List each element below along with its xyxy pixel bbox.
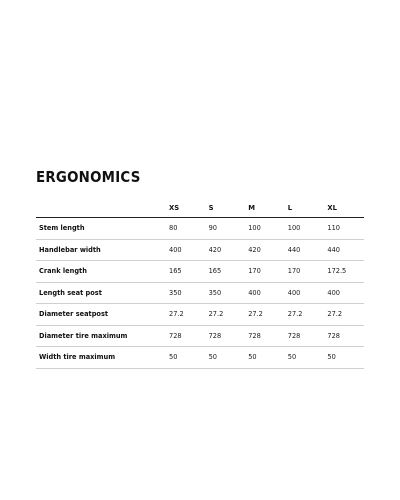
table-cell: 50 — [206, 347, 246, 369]
header-cell-s: S — [206, 199, 246, 218]
table-cell: 420 — [206, 239, 246, 261]
row-label: Length seat post — [36, 282, 166, 304]
table-cell: 100 — [285, 218, 325, 240]
table-cell: 170 — [245, 261, 285, 283]
table-cell: 728 — [245, 325, 285, 347]
table-cell: 27.2 — [324, 304, 364, 326]
row-label: Width tire maximum — [36, 347, 166, 369]
header-cell-xl: XL — [324, 199, 364, 218]
table-cell: 170 — [285, 261, 325, 283]
table-cell: 420 — [245, 239, 285, 261]
table-cell: 350 — [206, 282, 246, 304]
header-cell-m: M — [245, 199, 285, 218]
row-label: Handlebar width — [36, 239, 166, 261]
table-cell: 440 — [285, 239, 325, 261]
table-row — [36, 347, 364, 369]
table-cell: 50 — [324, 347, 364, 369]
row-label: Diameter tire maximum — [36, 325, 166, 347]
table-row — [36, 239, 364, 261]
table-cell: 728 — [285, 325, 325, 347]
table-cell: 110 — [324, 218, 364, 240]
table-cell: 165 — [166, 261, 206, 283]
table-cell: 350 — [166, 282, 206, 304]
table-row — [36, 282, 364, 304]
header-cell-l: L — [285, 199, 325, 218]
table-cell: 27.2 — [206, 304, 246, 326]
row-label: Stem length — [36, 218, 166, 240]
table-cell: 165 — [206, 261, 246, 283]
header-cell-label — [36, 199, 166, 218]
table-header-row — [36, 199, 364, 218]
table-cell: 400 — [245, 282, 285, 304]
table-cell: 80 — [166, 218, 206, 240]
table-cell: 27.2 — [166, 304, 206, 326]
table-cell: 27.2 — [245, 304, 285, 326]
table-cell: 27.2 — [285, 304, 325, 326]
header-cell-xs: XS — [166, 199, 206, 218]
table-cell: 400 — [285, 282, 325, 304]
table-cell: 50 — [166, 347, 206, 369]
section-title: ERGONOMICS — [36, 168, 141, 186]
table-cell: 728 — [166, 325, 206, 347]
table-cell: 728 — [324, 325, 364, 347]
table-cell: 728 — [206, 325, 246, 347]
table-cell: 400 — [166, 239, 206, 261]
table-cell: 100 — [245, 218, 285, 240]
table-cell: 90 — [206, 218, 246, 240]
table-row — [36, 218, 364, 240]
table-cell: 50 — [245, 347, 285, 369]
table-cell: 172.5 — [324, 261, 364, 283]
table-cell: 440 — [324, 239, 364, 261]
table-row — [36, 304, 364, 326]
ergonomics-table — [36, 199, 364, 369]
row-label: Crank length — [36, 261, 166, 283]
table-row — [36, 325, 364, 347]
row-label: Diameter seatpost — [36, 304, 166, 326]
table-cell: 400 — [324, 282, 364, 304]
table-row — [36, 261, 364, 283]
table-cell: 50 — [285, 347, 325, 369]
